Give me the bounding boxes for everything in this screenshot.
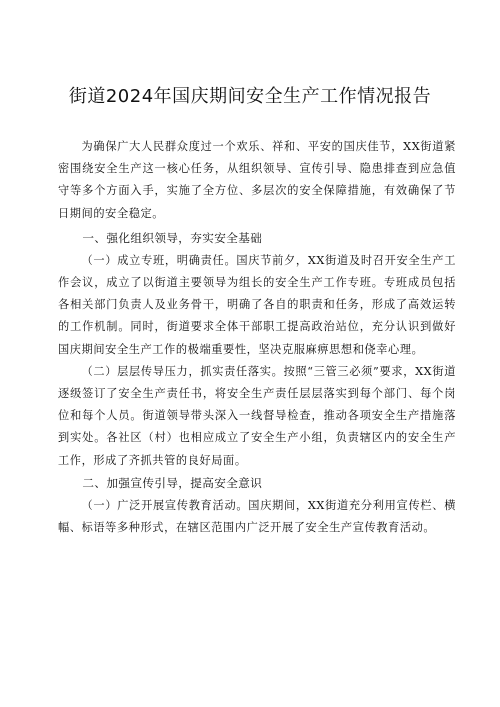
section-1-paragraph-1: （一）成立专班，明确责任。国庆节前夕，XX街道及时召开安全生产工作会议，成立了以街道主要领导为组长的安全生产工作专班。专班成员包括各相关部门负责人及业务骨干，明确了各自的职责和任务，形成了高效运转的工作机制。同时，街道要求全体干部职工提高政治站位，充分认识到做好国庆期间安全生产工作的极端重要性，坚决克服麻痹思想和侥幸心理。 [58, 253, 456, 356]
document-title: 街道2024年国庆期间安全生产工作情况报告 [68, 86, 432, 107]
section-1-heading: 一、强化组织领导，夯实安全基础 [82, 230, 263, 245]
intro-paragraph: 为确保广大人民群众度过一个欢乐、祥和、平安的国庆佳节，XX街道紧密围绕安全生产这一核心任务，从组织领导、宣传引导、隐患排查到应急值守等多个方面入手，实施了全方位、多层次的安全保障措施，有效确保了节日期间的安全稳定。 [58, 140, 456, 220]
section-1-paragraph-2: （二）层层传导压力，抓实责任落实。按照“三管三必须”要求，XX街道逐级签订了安全生产责任书，将安全生产责任层层落实到每个部门、每个岗位和每个人员。街道领导带头深入一线督导检查，推动各项安全生产措施落到实处。各社区（村）也相应成立了安全生产小组，负责辖区内的安全生产工作，形成了齐抓共管的良好局面。 [58, 364, 456, 467]
document-body [58, 136, 456, 539]
section-2-heading: 二、加强宣传引导，提高安全意识 [82, 475, 263, 490]
section-2-paragraph-1: （一）广泛开展宣传教育活动。国庆期间，XX街道充分利用宣传栏、横幅、标语等多种形式，在辖区范围内广泛开展了安全生产宣传教育活动。 [58, 498, 456, 535]
